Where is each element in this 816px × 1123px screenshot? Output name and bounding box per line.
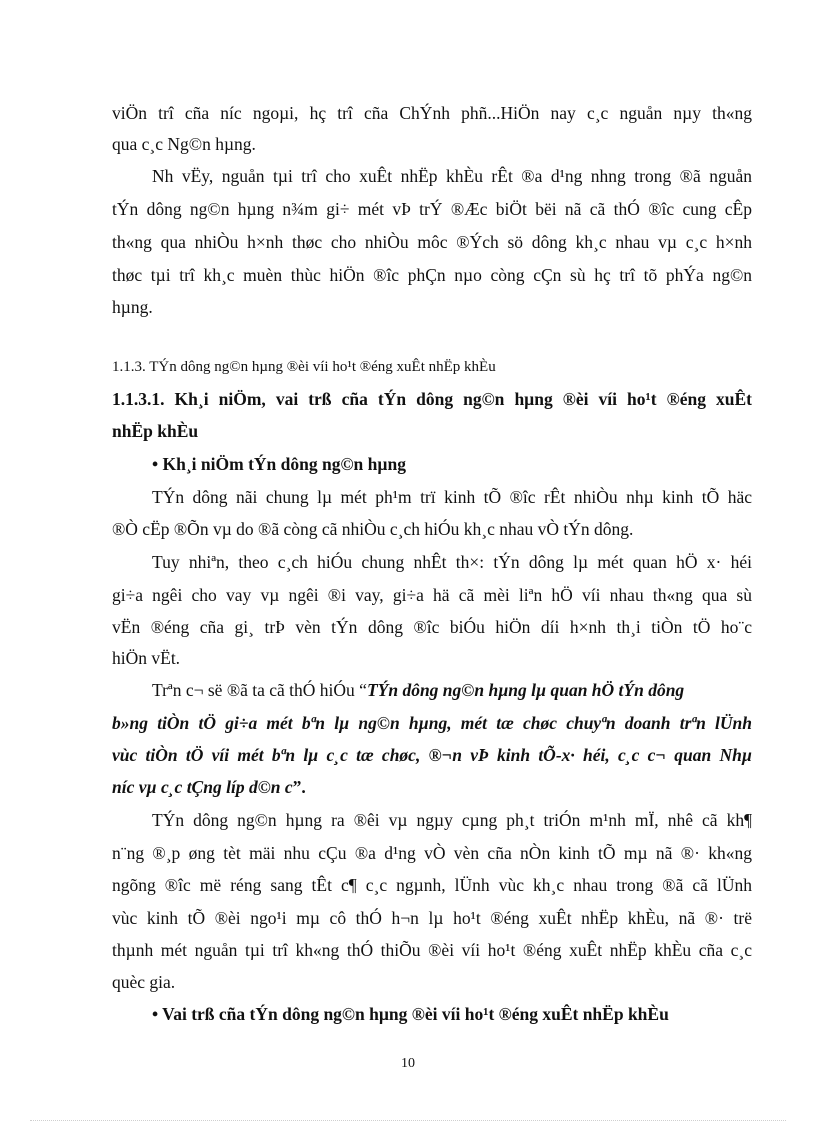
paragraph-line: Tuy nhiªn, theo c¸ch hiÓu chung nhÊt th×: tÝn dông lµ mét quan hÖ x· héi [152,552,752,572]
bullet-heading: • Kh¸i niÖm tÝn dông ng©n hµng [152,454,406,474]
definition-line [112,777,752,797]
quote-close: ”. [292,777,306,797]
paragraph-line: vùc kinh tÕ ®èi ngo¹i mµ cô thÓ h¬n lµ ho¹t ®éng xuÊt nhËp khÈu, nã ®· trë [112,908,752,928]
subsection-heading: 1.1.3.1. Kh¸i niÖm, vai trß cña tÝn dông ng©n hµng ®èi víi ho¹t ®éng xuÊt [112,389,752,409]
definition-text: níc vµ c¸c tÇng líp d©n c [112,777,293,797]
paragraph-line: th«ng qua nhiÒu h×nh thøc cho nhiÒu môc ®Ých sö dông kh¸c nhau vµ c¸c h×nh [112,232,752,252]
subsection-heading: nhËp khÈu [112,421,199,441]
definition-line: b»ng tiÒn tÖ gi÷a mét bªn lµ ng©n hµng, mét tæ chøc chuyªn doanh trªn lÜnh [112,713,752,733]
paragraph-line: TÝn dông nãi chung lµ mét ph¹m trï kinh tÕ ®îc rÊt nhiÒu nhµ kinh tÕ häc [152,487,752,507]
paragraph-line: thµnh mét nguån tµi trî kh«ng thÓ thiÕu ®èi víi ho¹t ®éng xuÊt nhËp khÈu cña c¸c [112,940,752,960]
paragraph-line: vËn ®éng cña gi¸ trÞ vèn tÝn dông ®îc biÓu hiÖn díi h×nh th¸i tiÒn tÖ ho¨c [112,617,752,637]
page-number: 10 [401,1056,415,1071]
paragraph-line: qua c¸c Ng©n hµng. [112,134,256,154]
bullet-heading: • Vai trß cña tÝn dông ng©n hµng ®èi víi ho¹t ®éng xuÊt nhËp khÈu [152,1004,669,1024]
paragraph-line: quèc gia. [112,972,176,992]
paragraph-line: ngõng ®îc më réng sang tÊt c¶ c¸c ngµnh, lÜnh vùc kh¸c nhau trong ®ã cã lÜnh [112,875,752,895]
paragraph-line: tÝn dông ng©n hµng n¾m gi÷ mét vÞ trÝ ®Æc biÖt bëi nã cã thÓ ®îc cung cÊp [112,199,752,219]
paragraph-line [152,680,752,700]
page-bottom-divider [30,1120,786,1121]
definition-line: vùc tiÒn tÖ víi mét bªn lµ c¸c tæ chøc, ®¬n vÞ kinh tÕ-x· héi, c¸c c¬ quan Nhµ [112,745,752,765]
paragraph-line: thøc tµi trî kh¸c muèn thùc hiÖn ®îc phÇn nµo còng cÇn sù hç trî tõ phÝa ng©n [112,265,752,285]
quote-intro: Trªn c¬ së ®ã ta cã thÓ hiÓu “ [152,680,367,700]
paragraph-line: Nh vËy, nguån tµi trî cho xuÊt nhËp khÈu rÊt ®a d¹ng nhng trong ®ã nguån [152,166,752,186]
definition-text: TÝn dông ng©n hµng lµ quan hÖ tÝn dông [366,680,685,700]
paragraph-line: n¨ng ®¸p øng tèt mäi nhu cÇu ®a d¹ng vÒ vèn cña nÒn kinh tÕ mµ nã ®· kh«ng [112,843,752,863]
paragraph-line: TÝn dông ng©n hµng ra ®êi vµ ngµy cµng ph¸t triÓn m¹nh mÏ, nhê cã kh¶ [152,810,752,830]
paragraph-line: viÖn trî cña níc ngoµi, hç trî cña ChÝnh phñ...HiÖn nay c¸c nguån nµy th«ng [112,103,752,123]
paragraph-line: ®Ò cËp ®Õn vµ do ®ã còng cã nhiÒu c¸ch hiÓu kh¸c nhau vÒ tÝn dông. [112,519,634,539]
section-heading: 1.1.3. TÝn dông ng©n hµng ®èi víi ho¹t ®éng xuÊt nhËp khÈu [112,359,496,375]
paragraph-line: hµng. [112,297,153,317]
paragraph-line: hiÖn vËt. [112,648,181,668]
paragraph-line: gi÷a ngêi cho vay vµ ngêi ®i vay, gi÷a hä cã mèi liªn hÖ víi nhau th«ng qua sù [112,585,752,605]
